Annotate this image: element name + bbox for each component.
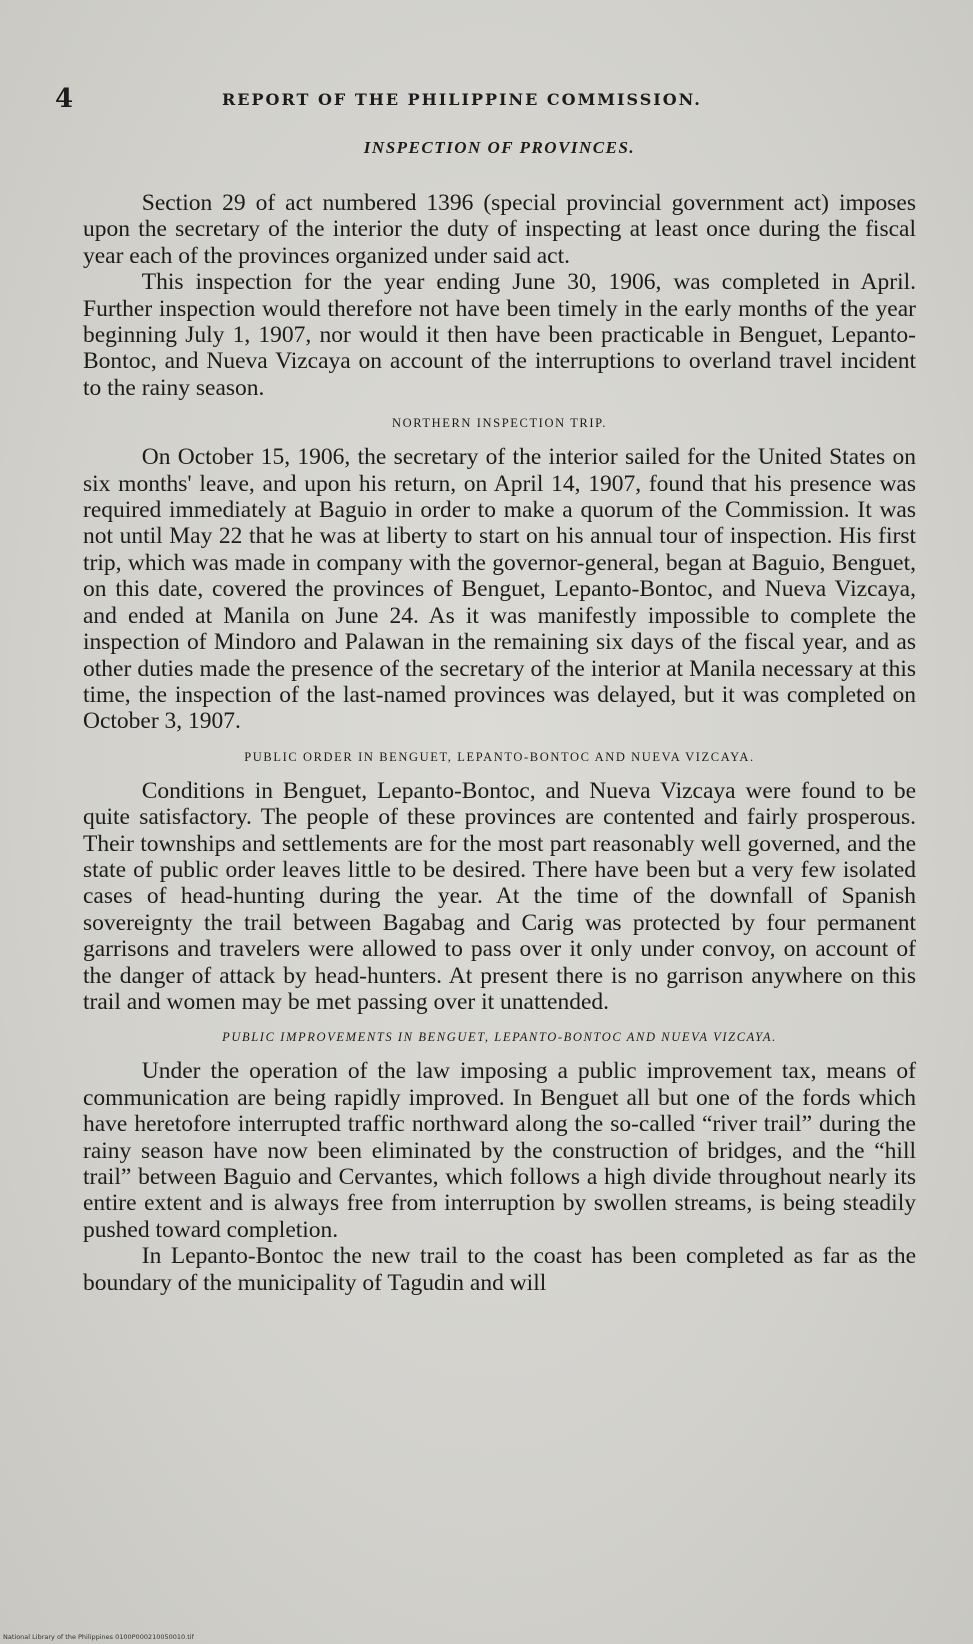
page-header [55,84,915,114]
scan-footer: National Library of the Philippines 0100P000210050010.tif [3,1633,194,1641]
paragraph: On October 15, 1906, the secretary of the interior sailed for the United States on six months' leave, and upon his return, on April 14, 1907, found that his presence was required immediately at Baguio in order to make a quorum of the Commission. It was not until May 22 that he was at liberty to start on his annual tour of inspection. His first trip, which was made in company with the governor-general, began at Baguio, Benguet, on this date, covered the provinces of Benguet, Lepanto-Bontoc, and Nueva Vizcaya, and ended at Manila on June 24. As it was manifestly impossible to complete the inspection of Mindoro and Palawan in the remaining six days of the fiscal year, and as other duties made the presence of the secretary of the interior at Manila necessary at this time, the inspection of the last-named provinces was delayed, but it was completed on October 3, 1907. [83,444,916,735]
page-number: 4 [55,84,74,114]
body-text [83,135,916,1296]
subhead-public-improvements: PUBLIC IMPROVEMENTS IN BENGUET, LEPANTO-BONTOC AND NUEVA VIZCAYA. [222,1030,777,1045]
subhead-northern-inspection-trip: NORTHERN INSPECTION TRIP. [391,416,608,431]
paragraph: In Lepanto-Bontoc the new trail to the coast has been completed as far as the boundary of the municipality of Tagudin and will [83,1243,916,1296]
paragraph: This inspection for the year ending June 30, 1906, was completed in April. Further inspection would therefore not have been timely in the early months of the year beginning July 1, 1907, nor would it then have been practicable in Benguet, Lepanto-Bontoc, and Nueva Vizcaya on account of the interruptions to overland travel incident to the rainy season. [83,269,916,401]
paragraph: Section 29 of act numbered 1396 (special provincial government act) imposes upon the secretary of the interior the duty of inspecting at least once during the fiscal year each of the provinces organized under said act. [83,190,916,269]
paragraph: Under the operation of the law imposing a public improvement tax, means of communication are being rapidly improved. In Benguet all but one of the fords which have heretofore interrupted traffic northward along the so-called “river trail” during the rainy season have now been eliminated by the construction of bridges, and the “hill trail” between Baguio and Cervantes, which follows a high divide throughout nearly its entire extent and is always free from interruption by swollen streams, is being steadily pushed toward completion. [83,1058,916,1243]
section-title: INSPECTION OF PROVINCES. [363,138,636,157]
subhead-public-order: PUBLIC ORDER IN BENGUET, LEPANTO-BONTOC AND NUEVA VIZCAYA. [244,749,755,764]
running-head: REPORT OF THE PHILIPPINE COMMISSION. [222,90,702,109]
paragraph: Conditions in Benguet, Lepanto-Bontoc, and Nueva Vizcaya were found to be quite satisfactory. The people of these provinces are contented and fairly prosperous. Their townships and settlements are for the most part reasonably well governed, and the state of public order leaves little to be desired. There have been but a very few isolated cases of head-hunting during the year. At the time of the downfall of Spanish sovereignty the trail between Bagabag and Carig was protected by four permanent garrisons and travelers were allowed to pass over it only under convoy, on account of the danger of attack by head-hunters. At present there is no garrison anywhere on this trail and women may be met passing over it unattended. [83,777,916,1015]
